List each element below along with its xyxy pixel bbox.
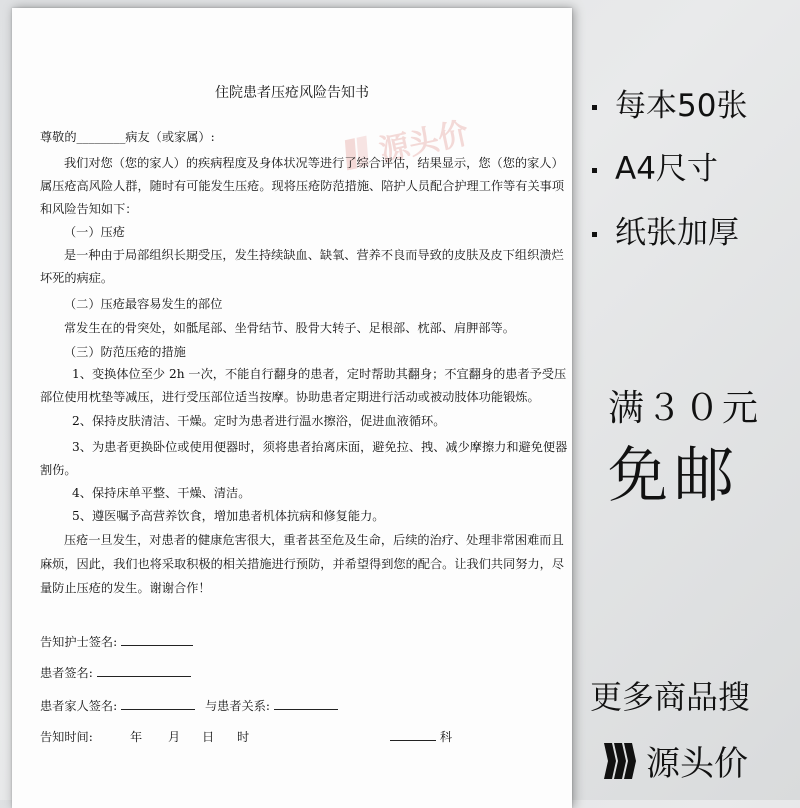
paragraph-line: 坏死的病症。: [40, 271, 114, 285]
notice-time-row: [40, 728, 93, 745]
paragraph-line: 和风险告知如下：: [40, 202, 138, 216]
salutation-line: 尊敬的________病友（或家属）:: [40, 130, 215, 144]
paragraph-line: 压疮一旦发生，对患者的健康危害很大，重者甚至危及生命，后续的治疗、处理非常困难而且: [64, 533, 564, 547]
nurse-signature-row: [40, 633, 193, 650]
paragraph-line: 部位使用枕垫等减压，进行受压部位适当按摩。协助患者定期进行活动或被动肢体功能锻炼。: [40, 390, 540, 404]
feature-text: 纸张加厚: [615, 215, 739, 251]
paragraph-line: 我们对您（您的家人）的疾病程度及身体状况等进行了综合评估，结果显示，您（您的家人）: [64, 156, 564, 170]
hour-label: 时: [237, 730, 250, 744]
document-title: 住院患者压疮风险告知书: [215, 85, 369, 101]
feature-thick-paper: [592, 207, 739, 252]
promo-free-shipping: 免邮: [608, 441, 740, 511]
more-products-text: 更多商品搜: [590, 678, 751, 716]
promo-threshold: 满３０元: [608, 388, 761, 429]
family-signature-blank: [121, 697, 195, 710]
brand-name-text: 源头价: [646, 744, 748, 784]
section-heading: （二）压疮最容易发生的部位: [64, 297, 223, 311]
relation-blank: [274, 697, 338, 710]
year-label: 年: [130, 730, 143, 744]
paragraph-line: 5、遵医嘱予高营养饮食，增加患者机体抗病和修复能力。: [72, 509, 385, 523]
paragraph-line: 是一种由于局部组织长期受压，发生持续缺血、缺氧、营养不良而导致的皮肤及皮下组织溃烂: [64, 248, 564, 262]
paragraph-line: 1、变换体位至少 2h 一次，不能自行翻身的患者，定时帮助其翻身；不宜翻身的患者予受压: [72, 367, 567, 381]
department-row: [390, 728, 452, 745]
department-label: 科: [439, 730, 453, 744]
nurse-signature-blank: [121, 633, 193, 646]
patient-signature-row: [40, 664, 191, 681]
day-label: 日: [202, 730, 215, 744]
paragraph-line: 2、保持皮肤清洁、干燥。定时为患者进行温水擦浴，促进血液循环。: [72, 414, 446, 428]
paragraph-line: 属压疮高风险人群，随时有可能发生压疮。现将压疮防范措施、陪护人员配合护理工作等有关事项: [40, 179, 565, 193]
relation-label: 与患者关系:: [204, 699, 271, 713]
month-label: 月: [168, 730, 181, 744]
watermark-text: 源头价: [376, 115, 472, 169]
notice-time-label: 告知时间:: [40, 730, 93, 744]
paragraph-line: 量防止压疮的发生。谢谢合作！: [40, 581, 211, 595]
section-heading: （一）压疮: [64, 225, 125, 239]
family-signature-row: [40, 697, 338, 714]
paragraph-line: 割伤。: [40, 463, 77, 477]
paragraph-line: 常发生在的骨突处，如骶尾部、坐骨结节、股骨大转子、足根部、枕部、肩胛部等。: [64, 321, 515, 335]
paragraph-line: 3、为患者更换卧位或使用便器时，须将患者抬离床面，避免拉、拽、减少摩擦力和避免便器: [72, 440, 568, 454]
bullet-icon: [592, 105, 597, 110]
feature-text: 每本50张: [615, 88, 748, 124]
brand-name: [602, 736, 748, 785]
bullet-icon: [592, 168, 597, 173]
department-blank: [390, 728, 436, 741]
document-sheet: [12, 8, 572, 808]
feature-paper-size: [592, 143, 718, 188]
feature-sheets-count: [592, 80, 747, 125]
nurse-signature-label: 告知护士签名:: [40, 635, 118, 649]
patient-signature-blank: [97, 664, 191, 677]
paragraph-line: 麻烦，因此，我们也将采取积极的相关措施进行预防，并希望得到您的配合。让我们共同努力，尽: [40, 557, 565, 571]
bullet-icon: [592, 232, 597, 237]
brand-logo-icon: [602, 741, 638, 781]
patient-signature-label: 患者签名:: [40, 666, 93, 680]
paragraph-line: 4、保持床单平整、干燥、清洁。: [72, 486, 251, 500]
feature-text: A4尺寸: [615, 151, 718, 187]
family-signature-label: 患者家人签名:: [40, 699, 118, 713]
section-heading: （三）防范压疮的措施: [64, 345, 186, 359]
